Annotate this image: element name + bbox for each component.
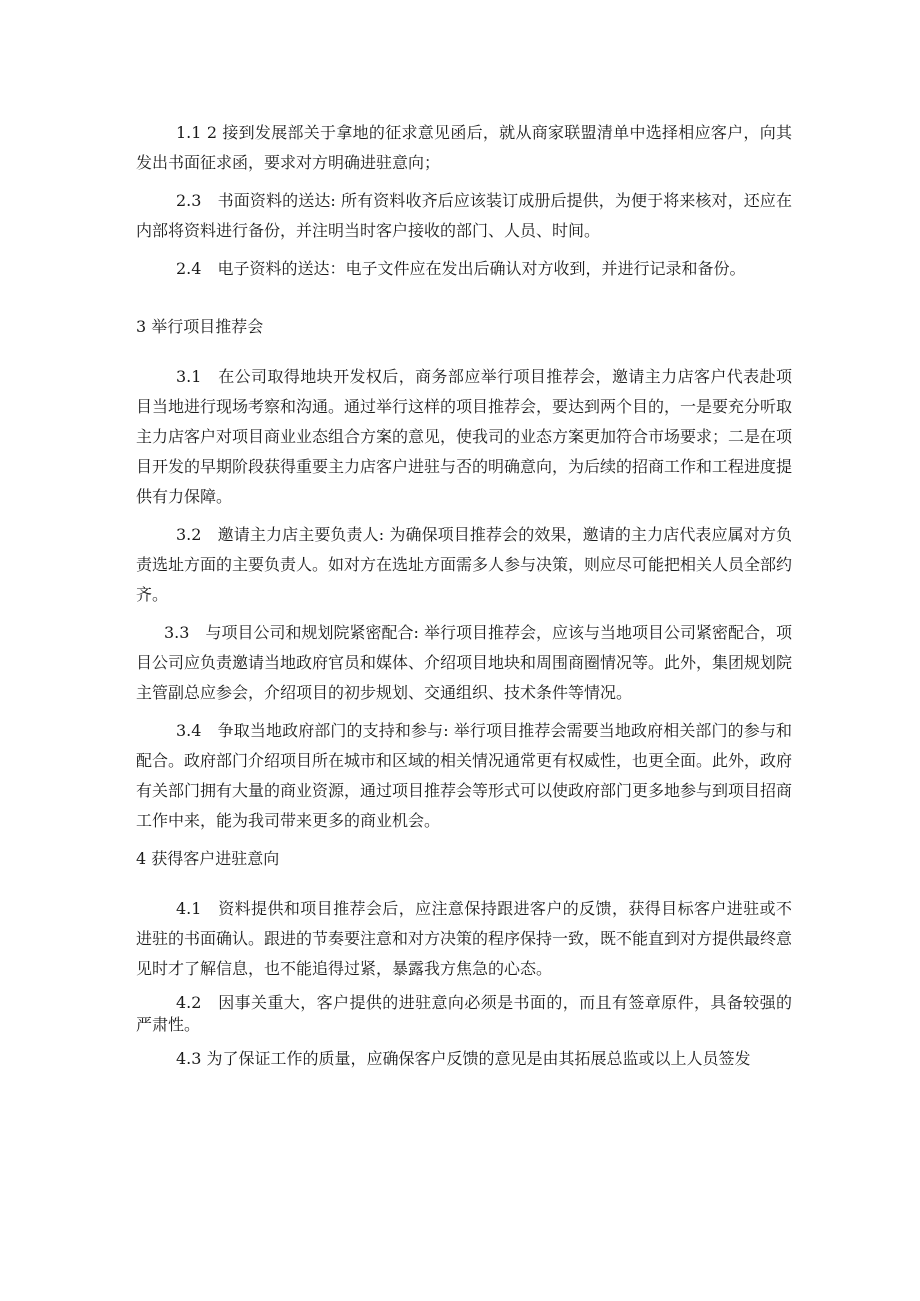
paragraph-1-1-2: 1.1 2 接到发展部关于拿地的征求意见函后，就从商家联盟清单中选择相应客户，向其发出书面征求函，要求对方明确进驻意向； <box>136 123 792 172</box>
paragraph-2-3: 2.3 书面资料的送达: 所有资料收齐后应该装订成册后提供，为便于将来核对，还应在内部将资料进行备份，并注明当时客户接收的部门、人员、时间。 <box>136 191 792 240</box>
paragraph-4-2: 4.2 因事关重大，客户提供的进驻意向必须是书面的，而且有签章原件，具备较强的严肃性。 <box>136 993 792 1034</box>
paragraph-3-4: 3.4 争取当地政府部门的支持和参与: 举行项目推荐会需要当地政府相关部门的参与和配合。政府部门介绍项目所在城市和区域的相关情况通常更有权威性，也更全面。此外，政府有关部门拥有大量的商业资源，通过项目推荐会等形式可以使政府部门更多地参与到项目招商工作中来，能为我司带来更多的商业机会。 <box>136 721 793 830</box>
paragraph-2-4: 2.4 电子资料的送达：电子文件应在发出后确认对方收到，并进行记录和备份。 <box>176 259 746 278</box>
paragraph-3-3: 3.3 与项目公司和规划院紧密配合: 举行项目推荐会，应该与当地项目公司紧密配合，项目公司应负责邀请当地政府官员和媒体、介绍项目地块和周围商圈情况等。此外，集团规划院主管副总应参会，介绍项目的初步规划、交通组织、技术条件等情况。 <box>136 623 793 702</box>
paragraph-3-1: 3.1 在公司取得地块开发权后，商务部应举行项目推荐会，邀请主力店客户代表赴项目当地进行现场考察和沟通。通过举行这样的项目推荐会，要达到两个目的，一是要充分听取主力店客户对项目商业业态组合方案的意见，使我司的业态方案更加符合市场要求；二是在项目开发的早期阶段获得重要主力店客户进驻与否的明确意向，为后续的招商工作和工程进度提供有力保障。 <box>136 367 793 506</box>
section-heading-4: 4 获得客户进驻意向 <box>136 849 280 868</box>
section-heading-3: 3 举行项目推荐会 <box>136 317 264 336</box>
paragraph-4-1: 4.1 资料提供和项目推荐会后，应注意保持跟进客户的反馈，获得目标客户进驻或不进驻的书面确认。跟进的节奏要注意和对方决策的程序保持一致，既不能直到对方提供最终意见时才了解信息，也不能追得过紧，暴露我方焦急的心态。 <box>136 899 793 978</box>
paragraph-3-2: 3.2 邀请主力店主要负责人: 为确保项目推荐会的效果，邀请的主力店代表应属对方负责选址方面的主要负责人。如对方在选址方面需多人参与决策，则应尽可能把相关人员全部约齐。 <box>136 525 793 604</box>
paragraph-4-3: 4.3 为了保证工作的质量，应确保客户反馈的意见是由其拓展总监或以上人员签发 <box>176 1049 751 1068</box>
